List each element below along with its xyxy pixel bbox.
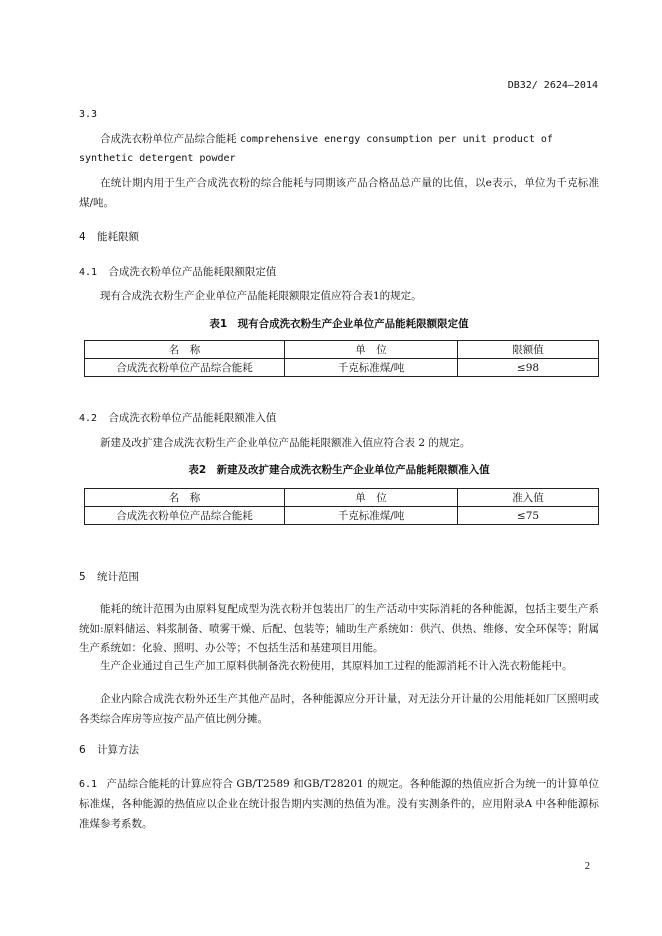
section-3-3-number: 3.3	[79, 109, 98, 120]
section-number: 5	[79, 571, 86, 583]
table-2-caption: 表2 新建及改扩建合成洗衣粉生产企业单位产品能耗限额准入值	[188, 464, 490, 476]
section-6-heading	[79, 741, 599, 761]
table-header-row	[85, 341, 599, 359]
section-6-1	[79, 775, 599, 834]
table-1-caption: 表1 现有合成洗衣粉生产企业单位产品能耗限额限定值	[209, 318, 469, 330]
section-4-heading	[79, 228, 599, 248]
section-5-heading	[79, 568, 599, 588]
section-3-3-definition: 在统计期内用于生产合成洗衣粉的综合能耗与同期该产品合格品总产量的比值，以e表示，单位为千克标准煤/吨。	[79, 177, 599, 209]
term-chinese: 合成洗衣粉单位产品综合能耗	[100, 133, 237, 145]
cell-value: ≤98	[458, 359, 599, 377]
section-5-paragraph-1: 能耗的统计范围为由原料复配成型为洗衣粉并包装出厂的生产活动中实际消耗的各种能源，包括主要生产系统如:原料储运、料浆制备、喷雾干燥、后配、包装等；辅助生产系统如：供汽、供热、维修、安全环保等；附属生产系统如：化验、照明、办公等；不包括生活和基建项目用能。	[79, 603, 599, 655]
section-number: 4.1	[79, 267, 98, 278]
cell-unit: 千克标准煤/吨	[285, 507, 458, 525]
section-4-1-heading	[79, 263, 599, 283]
section-5-paragraph-2: 生产企业通过自己生产加工原料供制备洗衣粉使用，其原料加工过程的能源消耗不计入洗衣粉能耗中。	[100, 660, 573, 672]
header-unit: 单 位	[285, 341, 458, 359]
section-6-1-text: 产品综合能耗的计算应符合 GB/T2589 和GB/T28201 的规定。各种能源的热值应折合为统一的计算单位标准煤，各种能源的热值应以企业在统计报告期内实测的热值为准。没有实测条件的，应用附录A 中各种能源标准煤参考系数。	[79, 778, 599, 830]
section-3-3-term	[79, 130, 599, 168]
section-title: 能耗限额	[97, 231, 140, 243]
section-title: 合成洗衣粉单位产品能耗限额准入值	[108, 412, 277, 424]
document-code: DB32/ 2624—2014	[507, 80, 598, 91]
section-4-2-heading	[79, 409, 599, 429]
header-name: 名 称	[85, 489, 285, 507]
header-value: 准入值	[458, 489, 599, 507]
section-number: 6.1	[79, 779, 98, 790]
header-unit: 单 位	[285, 489, 458, 507]
term-english: comprehensive energy consumption per unit product of synthetic detergent powder	[79, 134, 553, 164]
header-value: 限额值	[458, 341, 599, 359]
section-number: 4.2	[79, 413, 98, 424]
cell-name: 合成洗衣粉单位产品综合能耗	[85, 359, 285, 377]
table-row	[85, 359, 599, 377]
cell-name: 合成洗衣粉单位产品综合能耗	[85, 507, 285, 525]
section-title: 统计范围	[97, 571, 140, 583]
section-number: 6	[79, 744, 86, 756]
cell-unit: 千克标准煤/吨	[285, 359, 458, 377]
table-2	[84, 488, 599, 525]
section-4-1-text: 现有合成洗衣粉生产企业单位产品能耗限额限定值应符合表1的规定。	[100, 290, 422, 302]
page-number: 2	[584, 861, 590, 872]
section-title: 计算方法	[97, 744, 140, 756]
cell-value: ≤75	[458, 507, 599, 525]
section-5-paragraph-3: 企业内除合成洗衣粉外还生产其他产品时，各种能源应分开计量，对无法分开计量的公用能耗如厂区照明或各类综合库房等应按产品产值比例分摊。	[79, 693, 599, 725]
table-1	[84, 340, 599, 377]
section-4-2-text: 新建及改扩建合成洗衣粉生产企业单位产品能耗限额准入值应符合表 2 的规定。	[100, 437, 471, 449]
table-header-row	[85, 489, 599, 507]
table-row	[85, 507, 599, 525]
section-title: 合成洗衣粉单位产品能耗限额限定值	[108, 266, 277, 278]
section-number: 4	[79, 231, 86, 243]
header-name: 名 称	[85, 341, 285, 359]
